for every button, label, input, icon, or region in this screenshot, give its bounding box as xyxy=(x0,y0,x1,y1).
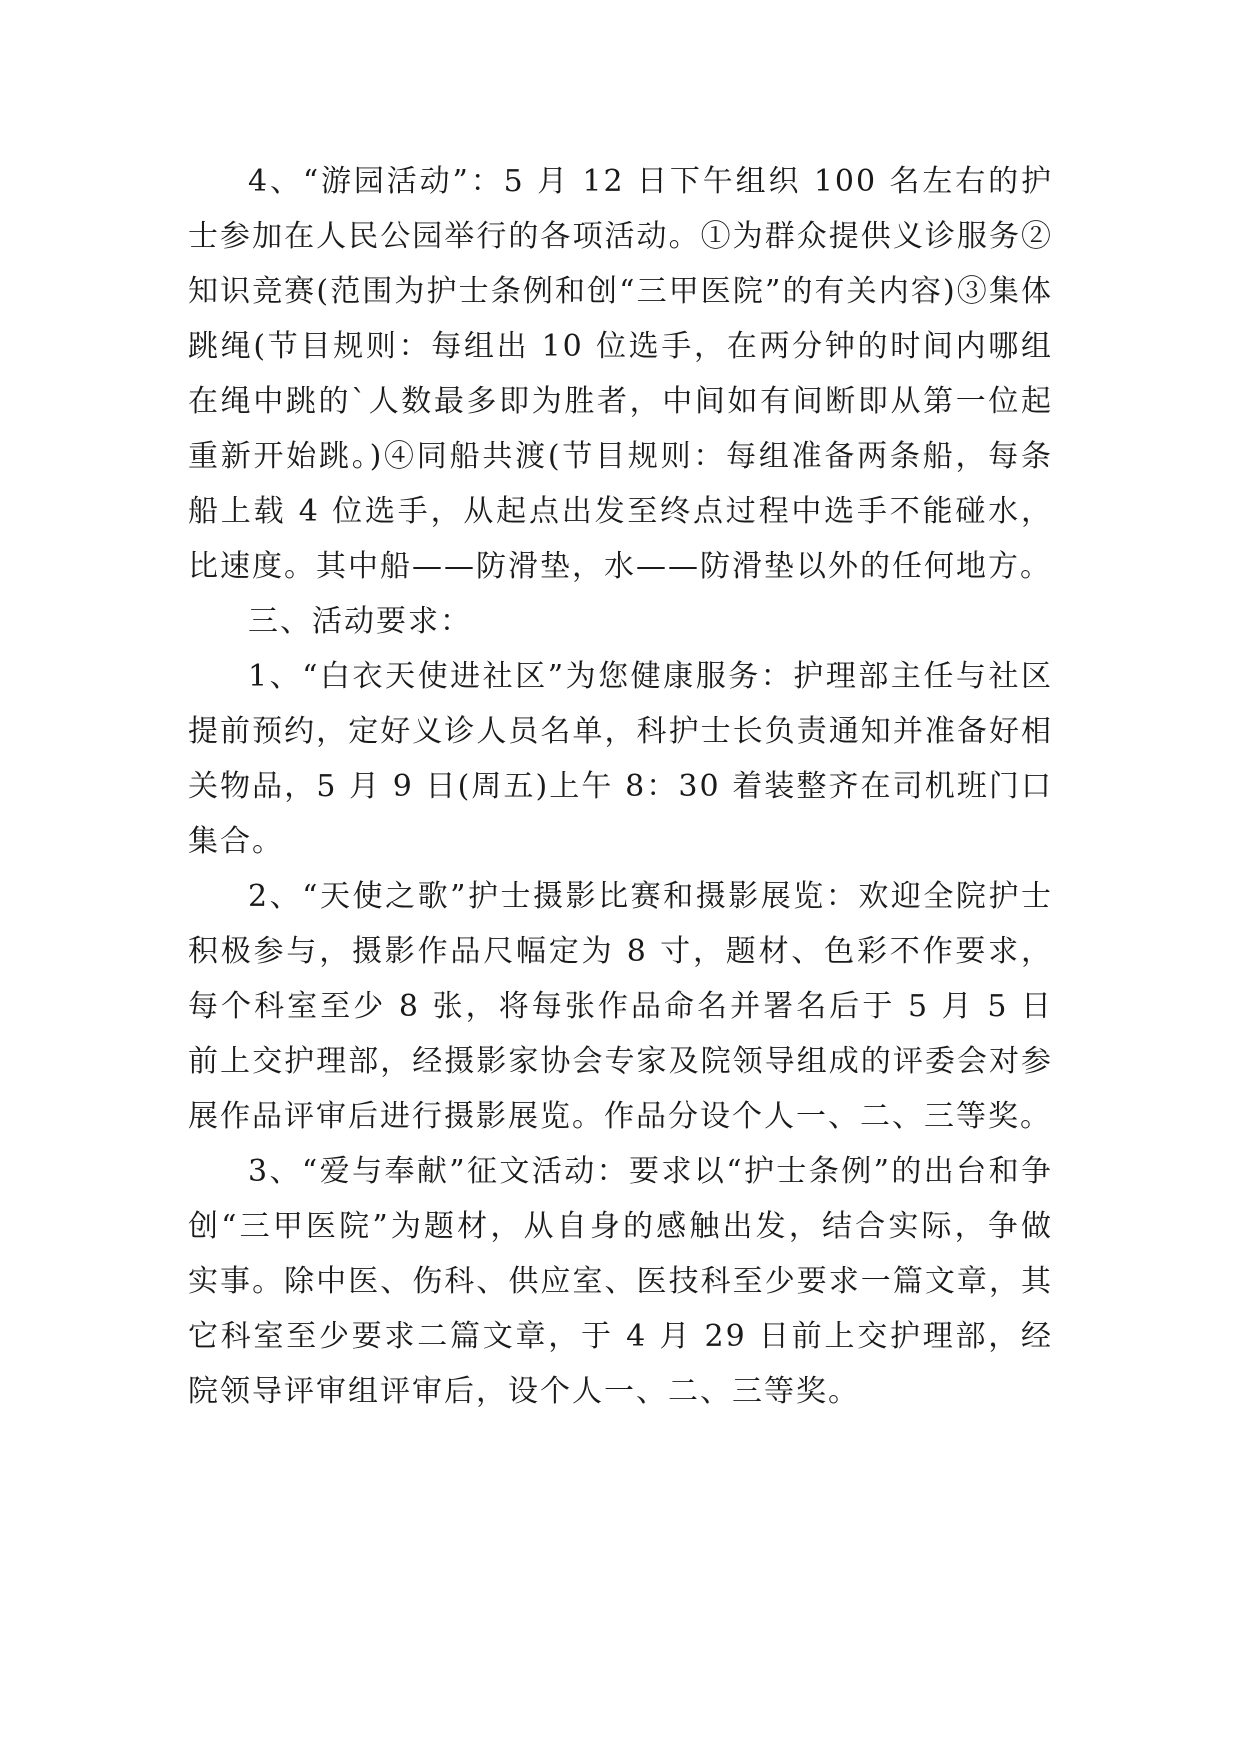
paragraph-essay-activity: 3、“爱与奉献”征文活动：要求以“护士条例”的出台和争创“三甲医院”为题材，从自身的感触出发，结合实际，争做实事。除中医、伤科、供应室、医技科至少要求一篇文章，其它科室至少要求二篇文章，于 4 月 29 日前上交护理部，经院领导评审组评审后，设个人一、二、三等奖。 xyxy=(188,1154,1053,1409)
document-body xyxy=(188,154,1053,1419)
paragraph-community-service: 1、“白衣天使进社区”为您健康服务：护理部主任与社区提前预约，定好义诊人员名单，科护士长负责通知并准备好相关物品，5 月 9 日(周五)上午 8：30 着装整齐在司机班门口集合。 xyxy=(188,659,1053,859)
paragraph-garden-activity: 4、“游园活动”：5 月 12 日下午组织 100 名左右的护士参加在人民公园举行的各项活动。①为群众提供义诊服务②知识竞赛(范围为护士条例和创“三甲医院”的有关内容)③集体跳绳(节目规则：每组出 10 位选手，在两分钟的时间内哪组在绳中跳的`人数最多即为胜者，中间如有间断即从第一位起重新开始跳。)④同船共渡(节目规则：每组准备两条船，每条船上载 4 位选手，从起点出发至终点过程中选手不能碰水，比速度。其中船——防滑垫，水——防滑垫以外的任何地方。 xyxy=(188,164,1053,584)
section-heading-requirements: 三、活动要求： xyxy=(248,604,472,639)
paragraph-photography-contest: 2、“天使之歌”护士摄影比赛和摄影展览：欢迎全院护士积极参与，摄影作品尺幅定为 8 寸，题材、色彩不作要求，每个科室至少 8 张，将每张作品命名并署名后于 5 月 5 日前上交护理部，经摄影家协会专家及院领导组成的评委会对参展作品评审后进行摄影展览。作品分设个人一、二、三等奖。 xyxy=(188,879,1053,1134)
